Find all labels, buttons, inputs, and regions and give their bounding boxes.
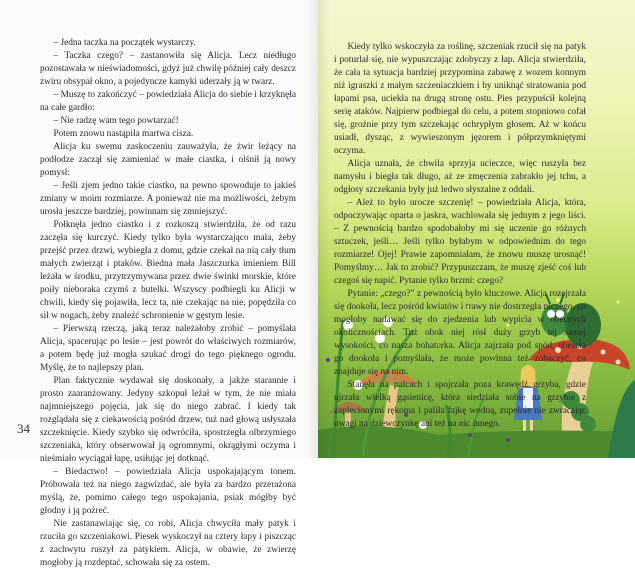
paragraph: – Jeśli zjem jedno takie ciastko, na pewno spowoduje to jakieś zmiany w moim rozmiarze. A ponieważ nie ma możliwości, żebym urosła jeszcze bardziej, powinnam się zmniejszyć. bbox=[40, 181, 296, 217]
paragraph: – Pierwszą rzeczą, jaką teraz należałoby zrobić – pomyślała Alicja, spacerując po lesie – jest powrót do właściwych rozmiarów, a potem będę już mogła szukać drogi do tego pięknego ogrodu. Myślę, że to najlepszy plan. bbox=[40, 324, 296, 373]
paragraph: – Nie radzę wam tego powtarzać! bbox=[53, 116, 179, 126]
left-page bbox=[0, 0, 318, 568]
paragraph: – Biedactwo! – powiedziała Alicja uspokajającym tonem. Próbowała też na niego zagwizdać, ale była za bardzo przerażona myślą, że, pomimo całego tego uspokajania, psiak mógłby być głodny i ją pożreć. bbox=[40, 467, 296, 516]
paragraph: – Muszę to zakończyć – powiedziała Alicja do siebie i krzyknęła na całe gardło: bbox=[40, 90, 296, 113]
paragraph: – Taczka czego? – zastanowiła się Alicja. Lecz niedługo pozostawała w nieświadomości, gdyż już chwilę później cały deszcz żwiru obsypał okno, a pojedyncze kamyki uderzały ją w twarz. bbox=[40, 51, 296, 87]
paragraph: Nie zastanawiając się, co robi, Alicja chwyciła mały patyk i rzuciła go szczeniakowi. Piesek wyskoczył na cztery łapy i piszcząc z zachwytu ruszył za patykiem. Alicja, w obawie, że zwierzę mogłoby ją rozdeptać, schowała się za ostem. bbox=[40, 519, 296, 568]
right-page bbox=[318, 0, 635, 458]
paragraph: Kiedy tylko wskoczyła za roślinę, szczeniak rzucił się na patyk i poturlał się, nie wypuszczając zdobyczy z łap. Alicja stwierdziła, że cała ta sytuacja bardziej przypomina zabawę z wozem konnym niż igraszki z małym szczeniaczkiem i by uniknąć stratowania pod łapami psa, uciekła na drugą stronę ostu. Pies przypuścił kolejną serię ataków. Najpierw podbiegał do celu, a potem stopniowo cofał się, groźnie przy tym szczekając ochrypłym głosem. Aż w końcu usiadł, dysząc, z wywieszonym jęzorem i półprzymkniętymi oczyma. bbox=[334, 42, 586, 156]
paragraph: – Ależ to było urocze szczenię! – powiedziała Alicja, która, odpoczywając oparta o jaskra, wachlowała się jednym z jego liści. – Z pewnością bardzo spodobałoby mi się uczenie go różnych sztuczek, jeśli… Jeśli tylko byłabym w odpowiednim do tego rozmiarze! Ojej! Prawie zapomniałam, że znowu muszę urosnąć! Pomyślmy… Jak to zrobić? Przypuszczam, że muszę zjeść coś lub czegoś się napić. Pytanie tylko brzmi: czego? bbox=[334, 198, 586, 286]
paragraph: Potem znowu nastąpiła martwa cisza. bbox=[53, 129, 194, 139]
right-page-text bbox=[334, 41, 586, 431]
paragraph: Pytanie: „czego?” z pewnością było kluczowe. Alicja rozejrzała się dookoła, lecz pośród kwiatów i trawy nie dostrzegła niczego, co mogłoby nadawać się do zjedzenia lub wypicia w obecnych okolicznościach. Tuż obok niej rósł duży grzyb tej samej wysokości, co nasza bohaterka. Alicja zajrzała pod spód, obeszła go dookoła i pomyślała, że może powinna też zobaczyć, co znajduje się na nim. bbox=[334, 289, 586, 377]
paragraph: Stanęła na palcach i spojrzała poza krawędź grzyba, gdzie ujrzała wielką gąsienicę, która siedziała sobie na grzybie z zaplecionymi rękoma i paliła fajkę wodną, zupełnie nie zwracając uwagi na dziewczynkę ani też na nic innego. bbox=[334, 380, 586, 429]
page-number: 34 bbox=[17, 421, 30, 436]
paragraph: Plan faktycznie wydawał się doskonały, a jakże starannie i prosto zaaranżowany. Jedyny szkopuł leżał w tym, że nie miała najmniejszego pojęcia, jak się do niego zabrać. I kiedy tak rozglądała się z ciekawością pośród drzew, tuż nad głową usłyszała szczeknięcie. Kiedy szybko się odwróciła, spostrzegła olbrzymiego szczeniaka, który obserwował ją ogromnymi, okrągłymi oczyma i nieśmiało wyciągał łapę, usiłując jej dotknąć. bbox=[40, 376, 296, 464]
paragraph: Połknęła jedno ciastko i z rozkoszą stwierdziła, że od razu zaczęła się kurczyć. Kiedy tylko była wystarczająco mała, żeby przejść przez drzwi, wybiegła z domu, gdzie czekał na nią cały tłum małych zwierząt i ptaków. Biedna mała Jaszczurka imieniem Bill leżała w środku, przytrzymywana przez dwie świnki morskie, które poiły nieboraka czymś z butelki. Wszyscy podbiegli ku Alicji w chwili, kiedy się pojawiła, lecz ta, nie czekając na nie, popędziła co sił w nogach, żeby znaleźć schronienie w gęstym lesie. bbox=[40, 220, 296, 321]
paragraph: – Jedna taczka na początek wystarczy. bbox=[53, 38, 196, 48]
left-page-text bbox=[40, 37, 296, 570]
paragraph: Alicja uznała, że chwila sprzyja ucieczce, więc ruszyła bez namysłu i biegła tak długo, aż ze zmęczenia zabrakło jej tchu, a odgłosy szczekania były już ledwo słyszalne z oddali. bbox=[334, 159, 586, 195]
paragraph: Alicja ku swemu zaskoczeniu zauważyła, że żwir leżący na podłodze zaczął się zamieniać w małe ciastka, i olśnił ją nowy pomysł: bbox=[40, 142, 296, 178]
